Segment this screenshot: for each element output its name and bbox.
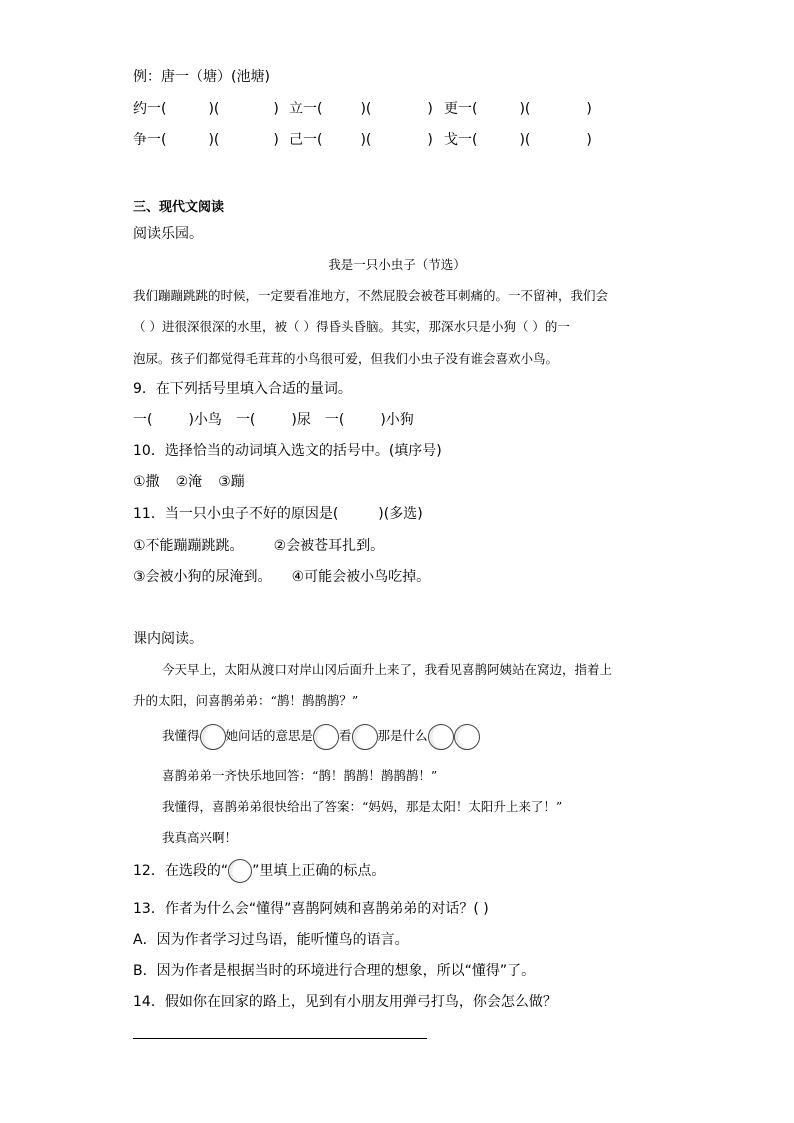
row1-item3: [444, 100, 592, 118]
q10-option-1: ①撒: [133, 474, 160, 490]
q11-prompt-a: 11．当一只小虫子不好的原因是(: [133, 506, 339, 522]
row2-item2-prefix: 己一(: [289, 132, 323, 148]
q9-item1-prefix: 一(: [133, 412, 153, 428]
row1-item2-prefix: 立一(: [289, 101, 323, 117]
p2-line-5: 我懂得，喜鹊弟弟很快给出了答案：“妈妈，那是太阳！太阳升上来了！”: [162, 799, 563, 814]
q11-option-1: ①不能蹦蹦跳跳。: [133, 538, 244, 554]
row1-item1-mid: )(: [208, 101, 220, 117]
q11-option-2: ②会被苍耳扎到。: [273, 538, 385, 554]
example-line: 例：唐一（塘）(池塘): [133, 69, 270, 85]
row1-item3-end: ): [586, 101, 592, 117]
passage-line-2: （ ）进很深很深的水里，被（ ）得昏头昏脑。其实，那深水只是小狗（ ）的一: [133, 319, 570, 334]
q9-item3-prefix: 一(: [324, 412, 345, 428]
row2-item1-mid: )(: [208, 132, 220, 148]
q9-item3-suffix: )小狗: [380, 412, 414, 428]
q10-option-3: ③蹦: [218, 474, 245, 490]
punctuation-circle-1: [200, 724, 226, 750]
section-heading: 三、现代文阅读: [133, 200, 225, 215]
passage-line-1: 我们蹦蹦跳跳的时候，一定要看准地方，不然屁股会被苍耳刺痛的。一不留神，我们会: [133, 288, 609, 303]
row1-item1-prefix: 约一(: [133, 101, 167, 117]
p2-line3-part-c: 看: [339, 728, 352, 743]
row2-item1-end: ): [273, 132, 279, 148]
q11-prompt: [133, 505, 423, 523]
punctuation-circle-5: [454, 724, 480, 750]
q9-item2-prefix: 一(: [235, 412, 256, 428]
q11-options-row1: [133, 537, 384, 555]
q10-options: [133, 473, 245, 491]
p2-line3-part-b: 她问话的意思是: [225, 728, 314, 743]
row1-item3-mid: )(: [519, 101, 531, 117]
q14-prompt: 14．假如你在回家的路上，见到有小朋友用弹弓打鸟，你会怎么做？: [133, 994, 557, 1010]
row2-item3-end: ): [586, 132, 592, 148]
q13-option-a: A．因为作者学习过鸟语，能听懂鸟的语言。: [133, 932, 409, 948]
row2-item2-mid: )(: [360, 132, 372, 148]
row2-item2-end: ): [427, 132, 433, 148]
p2-line-2: 升的太阳，问喜鹊弟弟：“鹊！鹊鹊鹊？”: [133, 693, 359, 708]
in-class-label: 课内阅读。: [133, 631, 203, 647]
q12-prompt: [133, 857, 385, 885]
punctuation-circle-3: [352, 724, 378, 750]
q9-item1-suffix: )小鸟: [188, 412, 222, 428]
p2-line-1: 今天早上，太阳从渡口对岸山冈后面升上来了，我看见喜鹊阿姨站在窝边，指着上: [162, 662, 613, 677]
q11-prompt-b: )(多选): [378, 506, 423, 522]
q11-option-3: ③会被小狗的尿淹到。: [133, 569, 272, 585]
row2-item1: [133, 131, 279, 149]
reading-park-label: 阅读乐园。: [133, 226, 203, 242]
q10-option-2: ②淹: [175, 474, 203, 490]
p2-line3-part-d: 那是什么: [377, 728, 428, 743]
row1-item3-prefix: 更一(: [444, 101, 478, 117]
row2-item3-prefix: 戈一(: [444, 132, 478, 148]
p2-line-3: [162, 722, 480, 750]
row1-item1-end: ): [273, 101, 279, 117]
row1-item2: [289, 100, 433, 118]
p2-line-6: 我真高兴啊！: [162, 830, 238, 845]
q9-prompt: 9．在下列括号里填入合适的量词。: [133, 381, 352, 397]
q13-prompt: 13．作者为什么会“懂得”喜鹊阿姨和喜鹊弟弟的对话？( ): [133, 901, 489, 917]
q12-prompt-b: ”里填上正确的标点。: [252, 863, 386, 879]
answer-line: [133, 1038, 427, 1039]
p2-line3-part-a: 我懂得: [162, 728, 200, 743]
row2-item3: [444, 131, 592, 149]
row2-item1-prefix: 争一(: [133, 132, 167, 148]
row1-item2-mid: )(: [360, 101, 372, 117]
q13-option-b: B．因为作者是根据当时的环境进行合理的想象，所以“懂得”了。: [133, 963, 536, 979]
p2-line-4: 喜鹊弟弟一齐快乐地回答：“鹊！鹊鹊！鹊鹊鹊！”: [162, 768, 438, 783]
passage-title: 我是一只小虫子（节选）: [328, 257, 466, 272]
row1-item2-end: ): [427, 101, 433, 117]
q12-prompt-a: 12．在选段的“: [133, 863, 229, 879]
q9-items: [133, 411, 414, 429]
q10-prompt: 10．选择恰当的动词填入选文的括号中。(填序号): [133, 443, 442, 459]
q9-item2-suffix: )尿: [291, 412, 311, 428]
row2-item2: [289, 131, 433, 149]
passage-line-3: 泡尿。孩子们都觉得毛茸茸的小鸟很可爱，但我们小虫子没有谁会喜欢小鸟。: [133, 351, 559, 366]
punctuation-circle-4: [428, 724, 454, 750]
q11-option-4: ④可能会被小鸟吃掉。: [291, 569, 431, 585]
punctuation-circle-2: [313, 724, 339, 750]
row2-item3-mid: )(: [519, 132, 531, 148]
q11-options-row2: [133, 568, 430, 586]
row1-item1: [133, 100, 279, 118]
punctuation-circle-example: [228, 859, 252, 883]
